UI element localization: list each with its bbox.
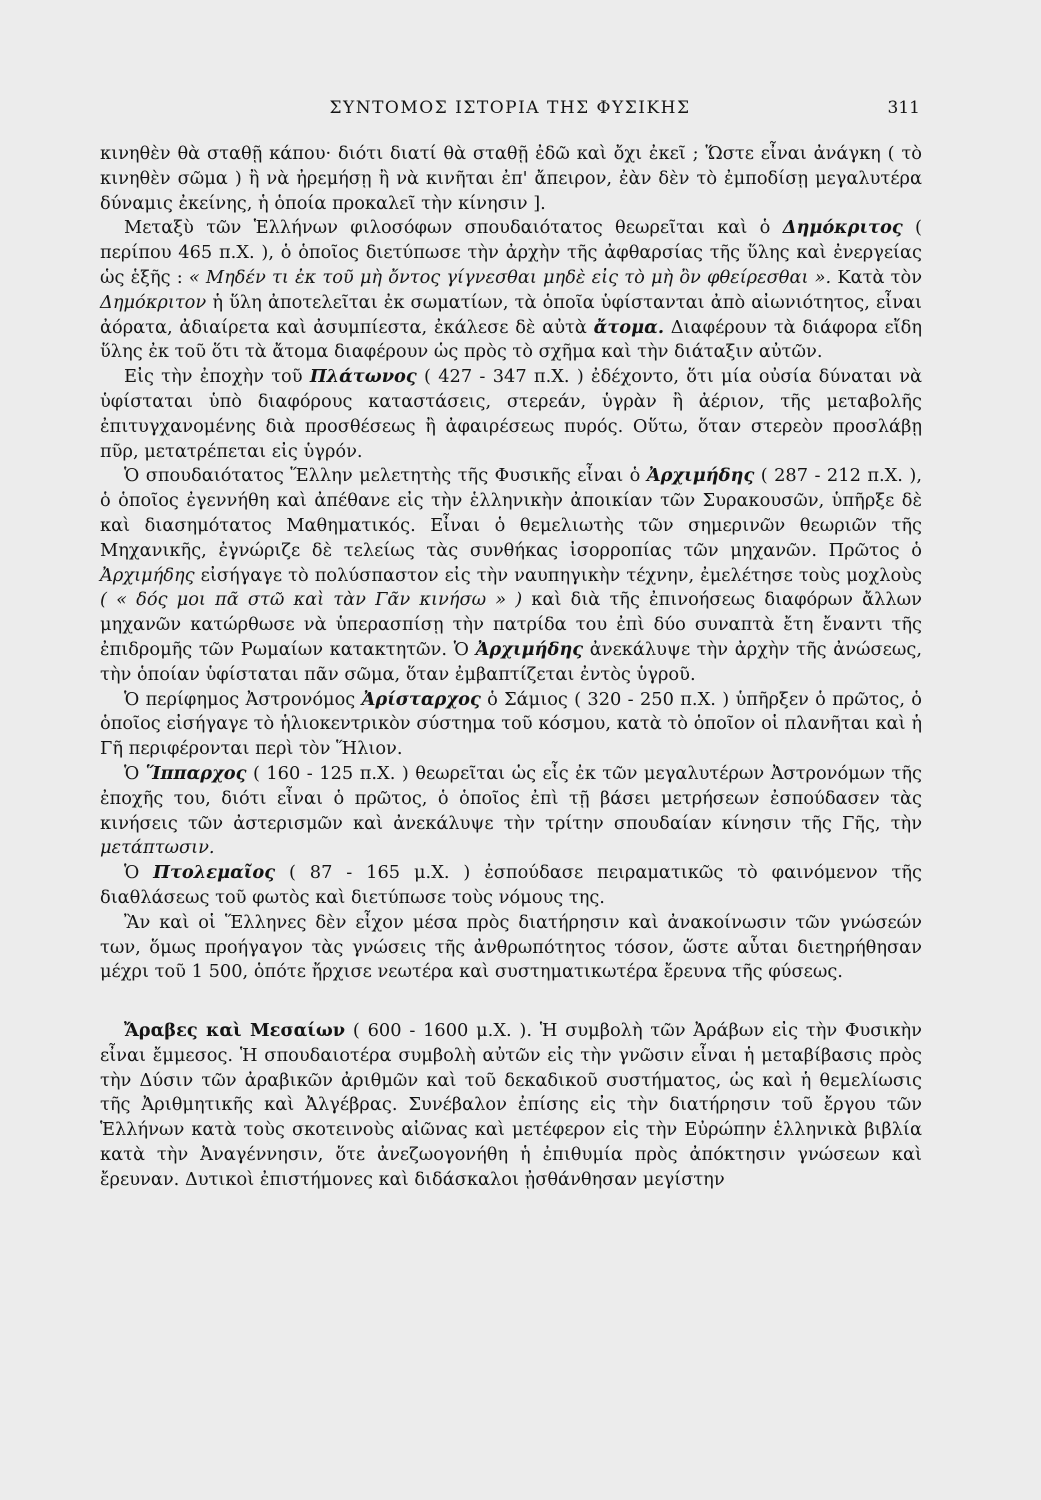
paragraph-text: Διαφέρουν τὰ διάφορα εἴδη ὕλης ἐκ τοῦ ὅτι τὰ ἄτομα διαφέρουν ὡς πρὸς τὸ σχῆμα καὶ τὴν διάταξιν αὐτῶν. [100,316,923,363]
paragraph-text: ( 287 - 212 π.Χ. ), ὁ ὁποῖος ἐγεννήθη καὶ ἀπέθανε εἰς τὴν ἑλληνικὴν ἀποικίαν τῶν Συρακουσῶν, ὑπῆρξε δὲ καὶ διασημότατος Μαθηματικός. Εἶναι ὁ θεμελιωτὴς τῶν σημερινῶν θεωριῶν τῆς Μηχανικῆς, ἐγνώριζε δὲ τελείως τὰς συνθήκας ἰσορροπίας τῶν μηχανῶν. Πρῶτος ὁ [100,465,922,561]
person-name: Ἵππαρχος [145,762,247,784]
person-name: Δημόκριτος [782,217,903,239]
paragraph-1 [100,142,922,216]
paragraph-text: ἀνεκάλυψε τὴν ἀρχὴν τῆς ἀνώσεως, τὴν ὁποίαν ὑφίσταται πᾶν σῶμα, ὅταν ἐμβαπτίζεται ἐντὸς ὑγροῦ. [100,638,923,685]
paragraph-text: Εἰς τὴν ἐποχὴν τοῦ [124,366,310,388]
paragraph-text: ( 87 - 165 μ.Χ. ) ἐσπούδασε πειραματικῶς τὸ φαινόμενον τῆς διαθλάσεως τοῦ φωτὸς καὶ διετύπωσε τοὺς νόμους της. [100,862,922,908]
paragraph-plato [100,365,922,464]
paragraph-text: εἰσήγαγε τὸ πολύσπαστον εἰς τὴν ναυπηγικὴν τέχνην, ἐμελέτησε τοὺς μοχλοὺς [194,564,922,586]
quotation: ( « δός μοι πᾶ στῶ καὶ τὰν Γᾶν κινήσω » ) [100,589,523,611]
paragraph-text: Ὁ [124,862,154,884]
paragraph-aristarchus [100,688,922,762]
paragraph-text: Ὁ [124,762,146,784]
person-name: Ἀρχιμήδης [475,638,584,660]
page-number: 311 [887,98,920,118]
person-name: Πλάτωνος [309,366,417,388]
paragraph-text: ( 600 - 1600 μ.Χ. ). Ἡ συμβολὴ τῶν Ἀράβων εἰς τὴν Φυσικὴν εἶναι ἔμμεσος. Ἡ σπουδαιοτέρα συμβολὴ αὐτῶν εἰς τὴν γνῶσιν εἶναι ἡ μεταβίβασις πρὸς τὴν Δύσιν τῶν ἀραβικῶν ἀριθμῶν καὶ τοῦ δεκαδικοῦ συστήματος, ὡς καὶ ἡ θεμελίωσις τῆς Ἀριθμητικῆς καὶ Ἀλγέβρας. Συνέβαλον ἐπίσης εἰς τὴν διατήρησιν τοῦ ἔργου τῶν Ἑλλήνων κατὰ τοὺς σκοτεινοὺς αἰῶνας καὶ μετέφερον εἰς τὴν Εὐρώπην ἑλληνικὰ βιβλία κατὰ τὴν Ἀναγέννησιν, ὅτε ἀνεζωογονήθη ἡ ἐπιθυμία πρὸς ἀπόκτησιν γνώσεων καὶ ἔρευναν. Δυτικοὶ ἐπιστήμονες καὶ διδάσκαλοι ᾐσθάνθησαν μεγίστην [100,1020,922,1190]
paragraph-text: ( περίπου 465 π.Χ. ), ὁ ὁποῖος διετύπωσε τὴν ἀρχὴν τῆς ἀφθαρσίας τῆς ὕλης καὶ ἐνεργείας ὡς ἑξῆς : [100,217,922,288]
key-term: μετάπτωσιν. [100,837,215,859]
key-term: ἄτομα. [593,316,665,338]
paragraph-text: Ἂν καὶ οἱ Ἕλληνες δὲν εἶχον μέσα πρὸς διατήρησιν καὶ ἀνακοίνωσιν τῶν γνώσεών των, ὅμως προήγαγον τὰς γνώσεις τῆς ἀνθρωπότητος τόσον, ὥστε αὗται διετηρήθησαν μέχρι τοῦ 1 500, ὁπότε ἤρχισε νεωτέρα καὶ συστηματικωτέρα ἔρευνα τῆς φύσεως. [100,911,922,983]
quotation: « Μηδέν τι ἐκ τοῦ μὴ ὄντος γίγνεσθαι μηδὲ εἰς τὸ μὴ ὂν φθείρεσθαι ». [188,266,832,288]
paragraph-hipparchus [100,762,922,861]
section-heading: Ἄραβες καὶ Μεσαίων [124,1020,346,1042]
paragraph-text: ( 427 - 347 π.Χ. ) ἐδέχοντο, ὅτι μία οὐσία δύναται νὰ ὑφίσταται ὑπὸ διαφόρους καταστάσεις, στερεάν, ὑγρὰν ἢ ἀέριον, τῆς μεταβολῆς ἐπιτυγχανομένης διὰ προσθέσεως ἢ ἀφαιρέσεως πυρός. Οὕτω, ὅταν στερεὸν προσλάβῃ πῦρ, μετατρέπεται εἰς ὑγρόν. [100,366,923,462]
paragraph-arabs [100,1019,922,1193]
paragraph-text: κινηθὲν θὰ σταθῇ κάπου· διότι διατί θὰ σταθῇ ἐδῶ καὶ ὄχι ἐκεῖ ; Ὥστε εἶναι ἀνάγκη ( τὸ κινηθὲν σῶμα ) ἢ νὰ ἠρεμήσῃ ἢ νὰ κινῆται ἐπ' ἄπειρον, ἐὰν δὲν τὸ ἐμποδίσῃ μεγαλυτέρα δύναμις ἐκείνης, ἡ ὁποία προκαλεῖ τὴν κίνησιν ]. [100,143,922,214]
paragraph-text: ἡ ὕλη ἀποτελεῖται ἐκ σωματίων, τὰ ὁποῖα ὑφίστανται ἀπὸ αἰωνιότητος, εἶναι ἀόρατα, ἀδιαίρετα καὶ ἀσυμπίεστα, ἐκάλεσε δὲ αὐτὰ [100,291,922,338]
paragraph-ptolemy [100,861,922,911]
running-title: ΣΥΝΤΟΜΟΣ ΙΣΤΟΡΙΑ ΤΗΣ ΦΥΣΙΚΗΣ [329,98,691,118]
paragraph-democritus [100,216,922,365]
paragraph-summary [100,911,922,985]
paragraph-text: ( 160 - 125 π.Χ. ) θεωρεῖται ὡς εἷς ἐκ τῶν μεγαλυτέρων Ἀστρονόμων τῆς ἐποχῆς του, διότι εἶναι ὁ πρῶτος, ὁ ὁποῖος ἐπὶ τῇ βάσει μετρήσεων ἐσπούδασεν τὰς κινήσεις τῶν ἀστερισμῶν καὶ ἀνεκάλυψε τὴν τρίτην σπουδαίαν κίνησιν τῆς Γῆς, τὴν [100,762,922,834]
person-name: Ἀρχιμήδης [646,465,755,487]
person-name-italic: Δημόκριτον [100,291,207,313]
paragraph-text: Κατὰ τὸν [831,266,923,288]
person-name: Πτολεμαῖος [153,862,276,884]
person-name: Ἀρίσταρχος [361,688,481,710]
body-text [100,142,922,1193]
paragraph-text: ὁ Σάμιος ( 320 - 250 π.Χ. ) ὑπῆρξεν ὁ πρῶτος, ὁ ὁποῖος εἰσήγαγε τὸ ἡλιοκεντρικὸν σύστημα τοῦ κόσμου, κατὰ τὸ ὁποῖον οἱ πλανῆται καὶ ἡ Γῆ περιφέρονται περὶ τὸν Ἥλιον. [100,688,922,760]
person-name-italic: Ἀρχιμήδης [100,564,195,586]
paragraph-text: Ὁ περίφημος Ἀστρονόμος [124,688,362,710]
paragraph-text: καὶ διὰ τῆς ἐπινοήσεως διαφόρων ἄλλων μηχανῶν κατώρθωσε νὰ ὑπερασπίσῃ τὴν πατρίδα του ἐπὶ δύο συναπτὰ ἔτη ἔναντι τῆς ἐπιδρομῆς τῶν Ρωμαίων κατακτητῶν. Ὁ [100,589,922,660]
paragraph-archimedes [100,464,922,687]
paragraph-text: Μεταξὺ τῶν Ἑλλήνων φιλοσόφων σπουδαιότατος θεωρεῖται καὶ ὁ [124,217,783,239]
paragraph-text: Ὁ σπουδαιότατος Ἕλλην μελετητὴς τῆς Φυσικῆς εἶναι ὁ [124,465,647,487]
page-header [100,98,920,122]
